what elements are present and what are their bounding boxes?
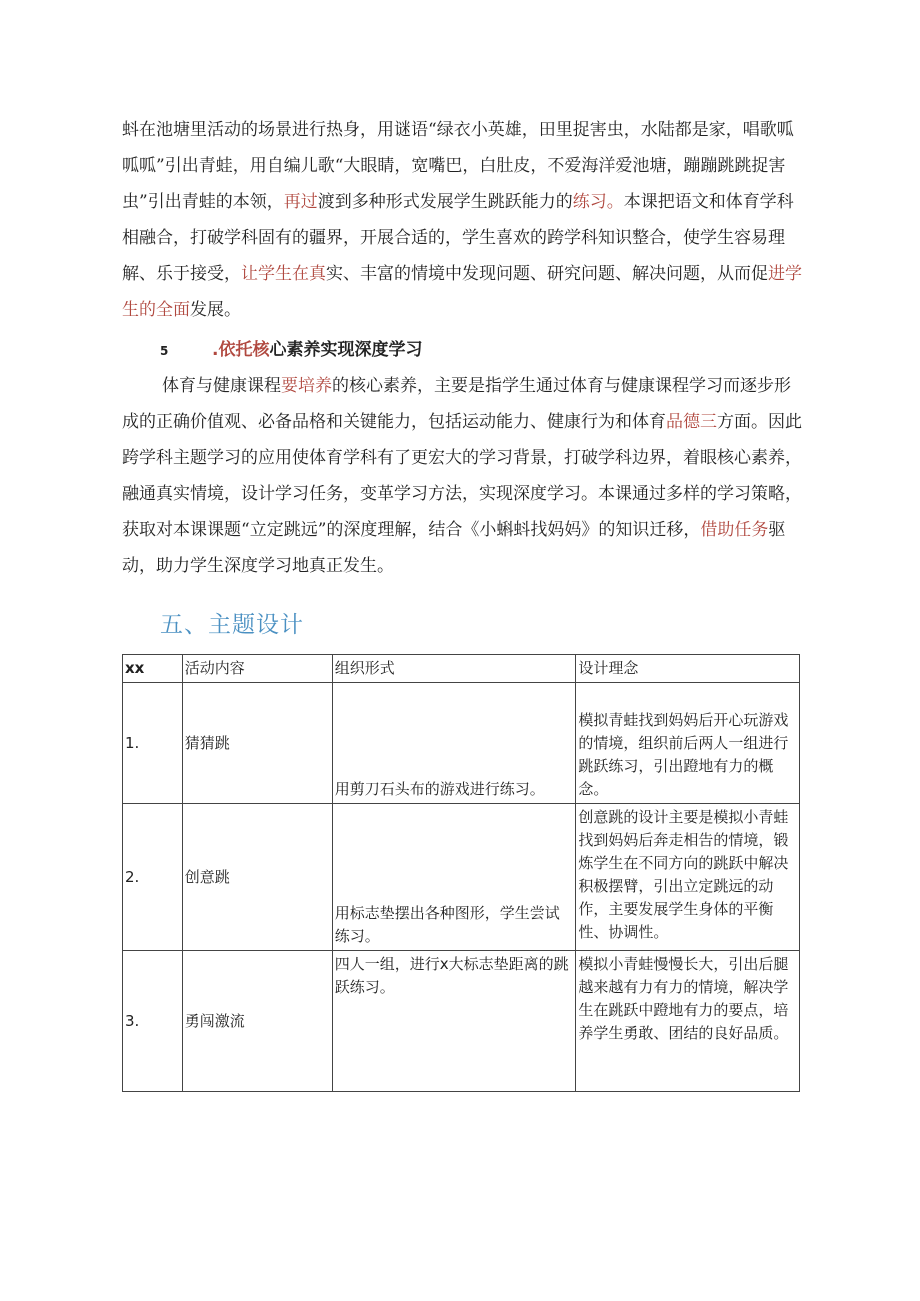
text-run: 驱动，助力学生深度学习地真正发生。 xyxy=(122,520,786,576)
text-run: 实、丰富的情境中发现问题、研究问题、解决问题，从而促 xyxy=(326,264,768,284)
highlighted-text: 要培养 xyxy=(281,376,332,396)
highlighted-text: 练习。 xyxy=(572,192,624,212)
text-run: 方面。因此跨学科主题学习的应用使体育学科有了更宏大的学习背景，打破学科边界，着眼核心素养，融通真实情境，设计学习任务，变革学习方法，实现深度学习。本课通过多样的学习策略，获取对本课课题“立定跳远”的深度理解，结合《小蝌蚪找妈妈》的知识迁移， xyxy=(122,412,802,540)
table-row xyxy=(123,683,800,804)
subheading-number: 5 xyxy=(160,344,169,358)
row-activity: 勇闯激流 xyxy=(182,951,332,1092)
text-run: 体育与健康课程 xyxy=(162,376,281,396)
table-row xyxy=(123,951,800,1092)
row-number: 2. xyxy=(123,804,183,951)
text-run: 渡到多种形式发展学生跳跃能力的 xyxy=(317,192,573,212)
row-organization: 用标志垫摆出各种图形，学生尝试练习。 xyxy=(332,804,576,951)
row-organization: 用剪刀石头布的游戏进行练习。 xyxy=(332,683,576,804)
highlighted-text: 借助任务 xyxy=(700,520,769,540)
subheading xyxy=(160,332,422,369)
row-number: 1. xyxy=(123,683,183,804)
row-number: 3. xyxy=(123,951,183,1092)
highlighted-text: 让学生在真 xyxy=(241,264,326,284)
row-concept: 创意跳的设计主要是模拟小青蛙找到妈妈后奔走相告的情境，锻炼学生在不同方向的跳跃中解决积极摆臂，引出立定跳远的动作，主要发展学生身体的平衡性、协调性。 xyxy=(576,804,800,951)
highlighted-text: 进学生的全面 xyxy=(122,264,802,320)
text-run: 本课把语文和体育学科相融合，打破学科固有的疆界，开展合适的，学生喜欢的跨学科知识整合，使学生容易理解、乐于接受， xyxy=(122,192,794,284)
text-run: 的核心素养，主要是指学生通过体育与健康课程学习而逐步形成的正确价值观、必备品格和关键能力，包括运动能力、健康行为和体育 xyxy=(122,376,791,432)
design-table xyxy=(122,654,800,1092)
text-run: 发展。 xyxy=(190,300,241,320)
text-run: 蚪在池塘里活动的场景进行热身，用谜语“绿衣小英雄，田里捉害虫，水陆都是家，唱歌呱呱呱”引出青蛙，用自编儿歌“大眼睛，宽嘴巴，白肚皮，不爱海洋爱池塘，蹦蹦跳跳捉害虫”引出青蛙的本领， xyxy=(122,120,794,212)
paragraph-1 xyxy=(122,112,802,328)
row-organization: 四人一组，进行x大标志垫距离的跳跃练习。 xyxy=(332,951,576,1092)
subheading-red-part: .依托核 xyxy=(212,340,270,360)
header-number: xx xyxy=(123,655,183,683)
header-organization: 组织形式 xyxy=(332,655,576,683)
subheading-text: 心素养实现深度学习 xyxy=(269,340,423,360)
highlighted-text: 品德三 xyxy=(666,412,717,432)
table-header-row xyxy=(123,655,800,683)
row-concept: 模拟青蛙找到妈妈后开心玩游戏的情境，组织前后两人一组进行跳跃练习，引出蹬地有力的概念。 xyxy=(576,683,800,804)
row-concept: 模拟小青蛙慢慢长大，引出后腿越来越有力有力的情境，解决学生在跳跃中蹬地有力的要点，培养学生勇敢、团结的良好品质。 xyxy=(576,951,800,1092)
header-concept: 设计理念 xyxy=(576,655,800,683)
table-row xyxy=(123,804,800,951)
header-activity: 活动内容 xyxy=(182,655,332,683)
row-activity: 猜猜跳 xyxy=(182,683,332,804)
row-activity: 创意跳 xyxy=(182,804,332,951)
highlighted-text: 再过 xyxy=(283,192,318,212)
paragraph-2 xyxy=(122,368,802,584)
section-title: 五、主题设计 xyxy=(160,612,304,638)
